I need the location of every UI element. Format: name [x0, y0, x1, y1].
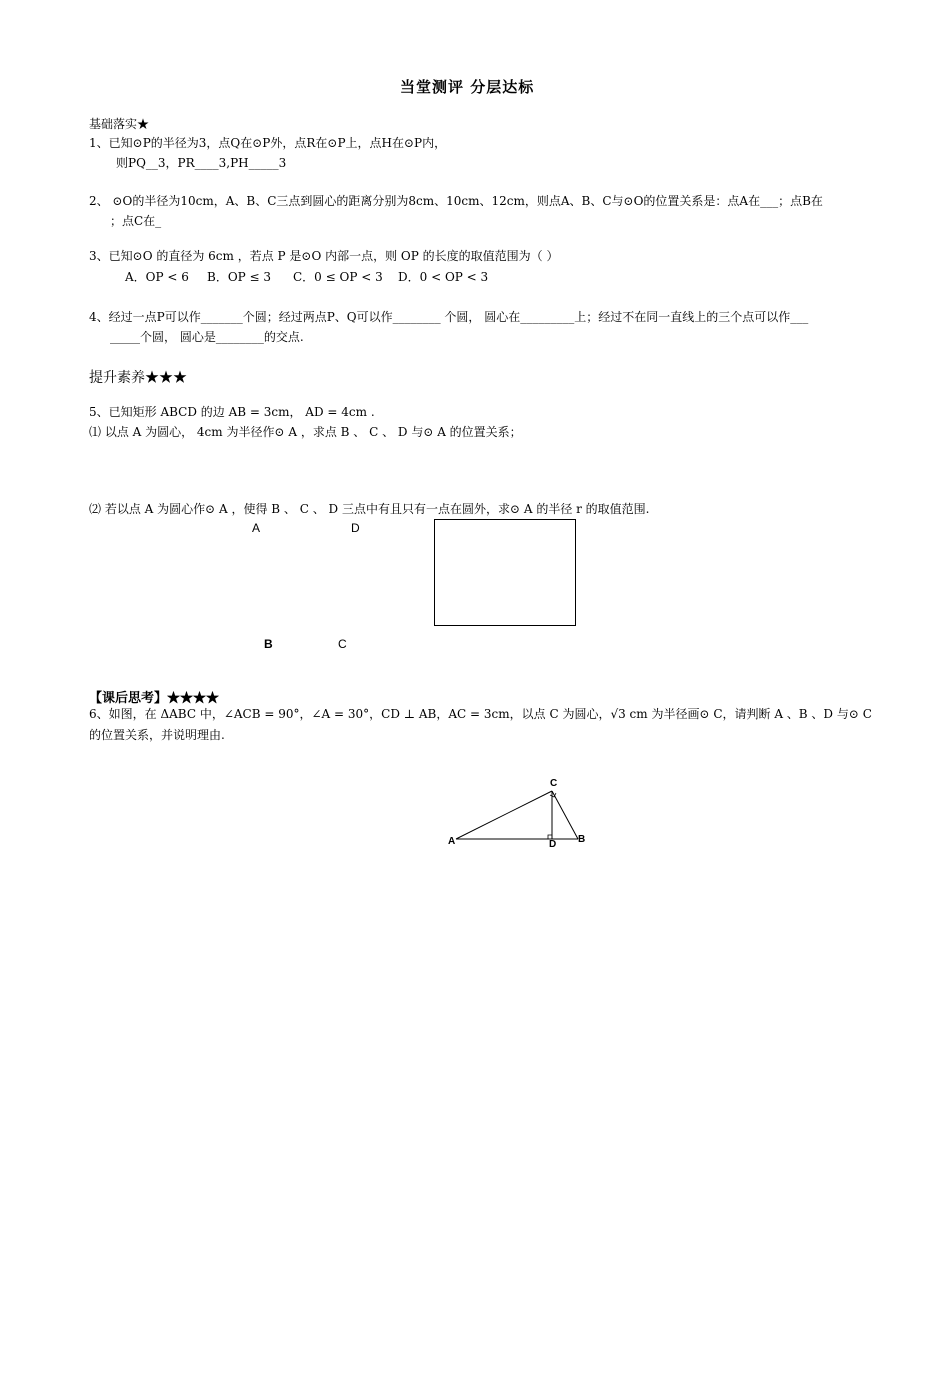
segment-cb [552, 791, 578, 839]
question-5-part-1: ⑴ 以点 A 为圆心， 4cm 为半径作⊙ A ，求点 B 、 C 、 D 与⊙ A 的位置关系； [89, 425, 522, 439]
segment-ac [456, 791, 552, 839]
question-6-line-1: 6、如图，在 ΔABC 中，∠ACB = 90°，∠A = 30°，CD ⊥ AB，AC = 3cm，以点 C 为圆心，√3 cm 为半径画⊙ C，请判断 A 、B 、D 与⊙ C [89, 707, 872, 721]
question-4-line-2: _____个圆， 圆心是________的交点. [110, 330, 304, 344]
question-3-option-a: A．OP < 6 [125, 270, 189, 284]
triangle-label-a: A [448, 836, 456, 847]
question-3-line-1: 3、已知⊙O 的直径为 6cm ，若点 P 是⊙O 内部一点，则 OP 的长度的取值范围为（ ） [89, 249, 559, 263]
triangle-label-c: C [550, 778, 558, 789]
rectangle-figure [434, 519, 576, 626]
page-title: 当堂测评 分层达标 [400, 78, 535, 96]
question-2-line-2: ；点C在_ [110, 214, 162, 228]
rect-label-a: A [252, 521, 261, 535]
question-1-line-1: 1、已知⊙P的半径为3，点Q在⊙P外，点R在⊙P上，点H在⊙P内， [89, 136, 447, 150]
question-2-line-1: 2、 ⊙O的半径为10cm，A、B、C三点到圆心的距离分别为8cm、10cm、12cm，则点A、B、C与⊙O的位置关系是：点A在___；点B在 [89, 194, 823, 208]
question-3-option-b: B．OP ≤ 3 [207, 270, 272, 284]
question-5-line-1: 5、已知矩形 ABCD 的边 AB = 3cm， AD = 4cm . [89, 405, 375, 419]
question-3-option-d: D．0 < OP < 3 [398, 270, 489, 284]
triangle-label-d: D [549, 839, 557, 850]
question-1-line-2: 则PQ__3，PR____3,PH_____3 [116, 156, 287, 170]
question-4-line-1: 4、经过一点P可以作_______个圆；经过两点P、Q可以作________ 个圆， 圆心在_________上；经过不在同一直线上的三个点可以作___ [89, 310, 809, 324]
section-heading-basic: 基础落实★ [89, 117, 150, 131]
rect-label-c: C [338, 637, 347, 651]
question-6-line-2: 的位置关系，并说明理由. [89, 728, 225, 742]
question-5-part-2: ⑵ 若以点 A 为圆心作⊙ A ，使得 B 、 C 、 D 三点中有且只有一点在圆外，求⊙ A 的半径 r 的取值范围. [89, 502, 650, 516]
question-3-option-c: C．0 ≤ OP < 3 [293, 270, 383, 284]
rect-label-b: B [264, 637, 273, 651]
rect-label-d: D [351, 521, 360, 535]
triangle-figure [440, 775, 600, 855]
triangle-label-b: B [578, 834, 586, 845]
section-heading-improve: 提升素养★★★ [89, 370, 187, 386]
section-heading-reflection: 【课后思考】★★★★ [89, 691, 220, 706]
